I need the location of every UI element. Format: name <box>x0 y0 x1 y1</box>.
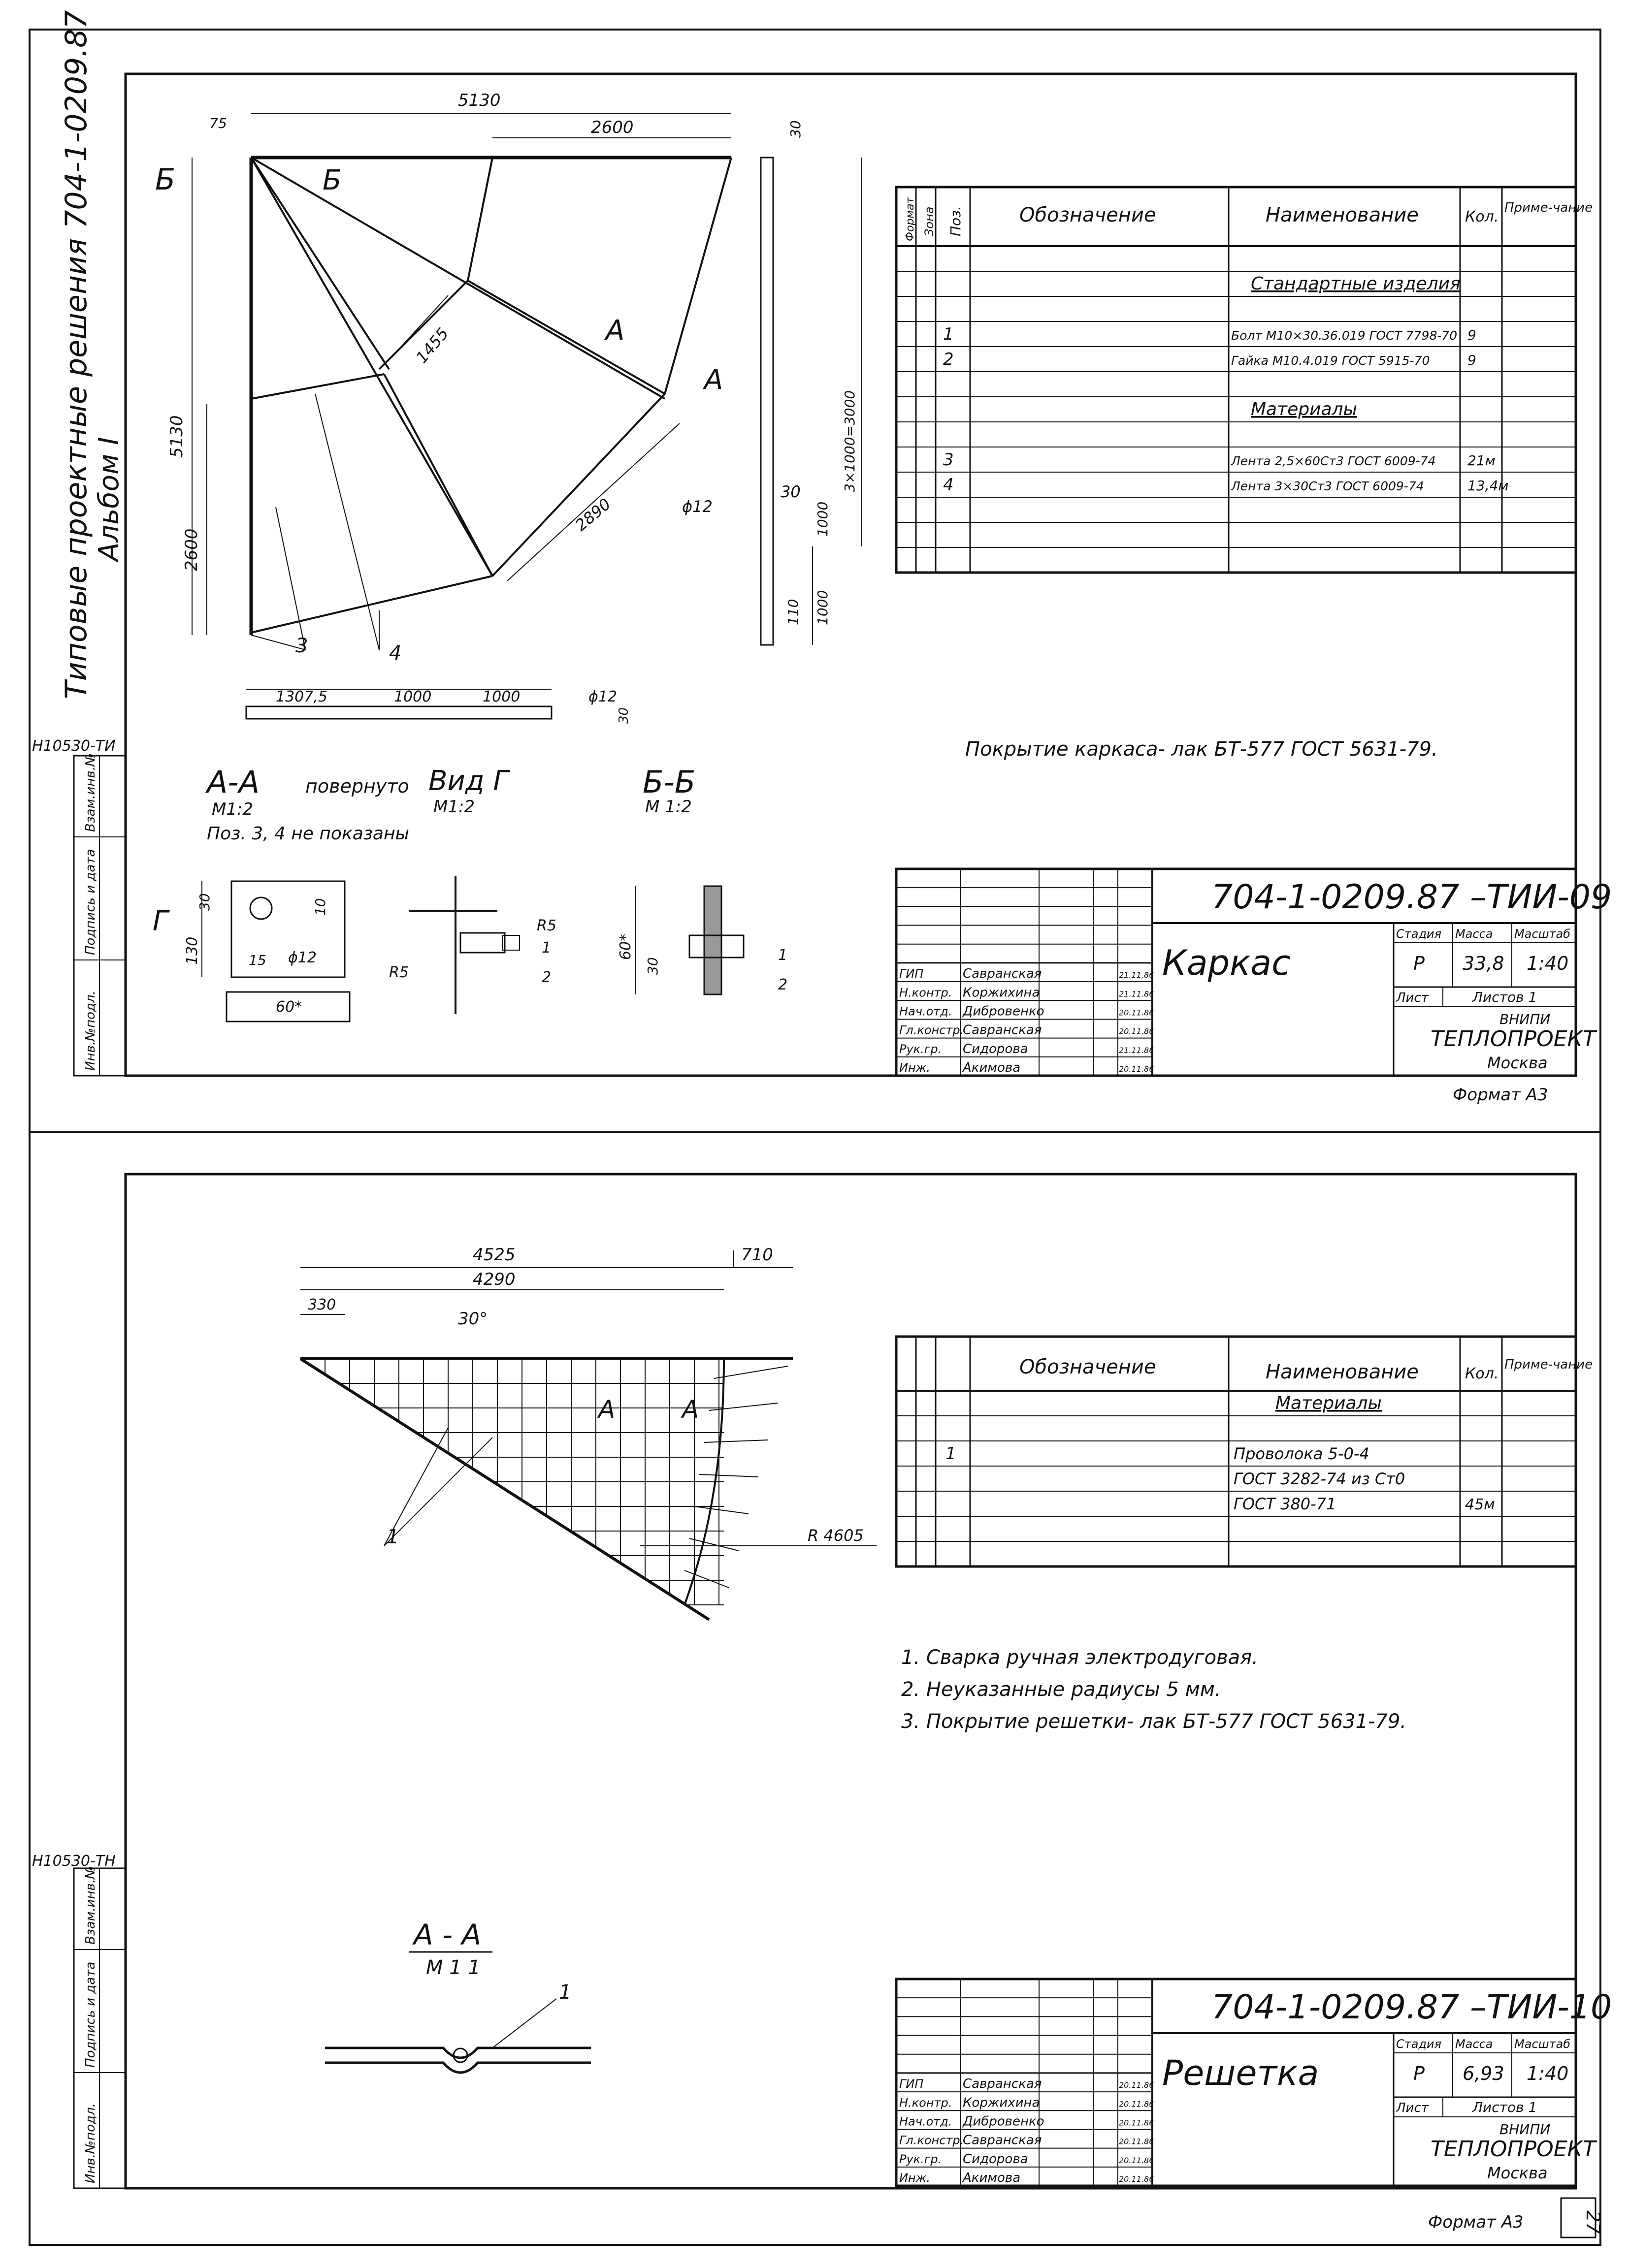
svg-text:Лента 2,5×60Ст3 ГОСТ 6009-74: Лента 2,5×60Ст3 ГОСТ 6009-74 <box>1231 454 1436 468</box>
svg-text:А: А <box>606 315 625 347</box>
svg-text:4525: 4525 <box>473 1245 516 1265</box>
svg-text:3: 3 <box>943 450 954 470</box>
svg-text:13,4м: 13,4м <box>1467 478 1509 494</box>
svg-text:30: 30 <box>787 120 804 138</box>
svg-text:Савранская: Савранская <box>963 2133 1042 2148</box>
album-title: Типовые проектные решения 704-1-0209.87 <box>59 10 94 699</box>
svg-text:Наименование: Наименование <box>1266 1361 1419 1383</box>
svg-text:R5: R5 <box>537 917 556 934</box>
svg-text:2: 2 <box>943 350 954 369</box>
svg-text:Взам.инв.№: Взам.инв.№ <box>83 1866 98 1945</box>
notes-2 <box>901 1646 1406 1733</box>
svg-text:Кол.: Кол. <box>1465 208 1499 225</box>
svg-text:Стадия: Стадия <box>1396 927 1442 941</box>
svg-text:2. Неуказанные радиусы 5 мм.: 2. Неуказанные радиусы 5 мм. <box>901 1678 1221 1701</box>
svg-text:Листов 1: Листов 1 <box>1472 2099 1537 2115</box>
sheet2-frame <box>126 1174 1576 2188</box>
svg-text:4: 4 <box>389 642 402 665</box>
svg-text:704-1-0209.87 –ТИИ-09: 704-1-0209.87 –ТИИ-09 <box>1211 878 1612 917</box>
svg-text:Формат: Формат <box>904 197 916 241</box>
svg-text:20.11.86: 20.11.86 <box>1119 2118 1154 2128</box>
svg-text:Москва: Москва <box>1487 1054 1548 1072</box>
view-g <box>389 876 556 1014</box>
svg-text:Поз. 3, 4 не показаны: Поз. 3, 4 не показаны <box>207 824 409 844</box>
svg-text:М1:2: М1:2 <box>212 799 254 819</box>
svg-text:Коржихина: Коржихина <box>963 985 1040 1000</box>
svg-text:Инв.№подл.: Инв.№подл. <box>83 2103 98 2183</box>
svg-text:ВНИПИ: ВНИПИ <box>1499 2121 1551 2138</box>
svg-text:21м: 21м <box>1467 452 1496 469</box>
svg-text:1: 1 <box>542 939 552 957</box>
svg-text:ГИП: ГИП <box>899 967 924 981</box>
svg-text:Болт М10×30.36.019 ГОСТ 7798-7: Болт М10×30.36.019 ГОСТ 7798-70 <box>1231 328 1458 343</box>
format-label-1: Формат А3 <box>1453 1085 1548 1105</box>
svg-text:Кол.: Кол. <box>1465 1365 1499 1382</box>
svg-text:30: 30 <box>196 893 213 911</box>
svg-text:ϕ12: ϕ12 <box>588 688 617 705</box>
svg-text:75: 75 <box>209 115 227 131</box>
svg-text:ТЕПЛОПРОЕКТ: ТЕПЛОПРОЕКТ <box>1431 2137 1596 2162</box>
svg-text:ВНИПИ: ВНИПИ <box>1499 1011 1551 1027</box>
svg-text:ϕ12: ϕ12 <box>288 949 317 966</box>
svg-text:Гл.констр.: Гл.констр. <box>899 2133 964 2147</box>
svg-text:Р: Р <box>1413 953 1425 974</box>
svg-text:6,93: 6,93 <box>1463 2063 1504 2084</box>
svg-text:710: 710 <box>741 1245 773 1265</box>
svg-text:Поз.: Поз. <box>947 206 964 236</box>
svg-text:20.11.86: 20.11.86 <box>1119 1064 1154 1074</box>
svg-text:20.11.86: 20.11.86 <box>1119 2080 1154 2090</box>
svg-text:А-А: А-А <box>207 764 260 800</box>
svg-text:Приме-чание: Приме-чание <box>1504 200 1593 215</box>
svg-text:А - А: А - А <box>414 1918 482 1951</box>
inventory-code-2: Н10530-ТН <box>32 1853 116 1870</box>
svg-text:Б-Б: Б-Б <box>643 764 696 800</box>
svg-text:1:40: 1:40 <box>1527 953 1569 974</box>
svg-text:1. Сварка ручная электродугова: 1. Сварка ручная электродуговая. <box>901 1646 1258 1669</box>
grid-dimensions <box>308 1245 864 1548</box>
svg-text:45м: 45м <box>1465 1496 1495 1513</box>
title-block-1 <box>896 869 1612 1076</box>
svg-text:Акимова: Акимова <box>963 1060 1021 1075</box>
svg-text:5130: 5130 <box>167 415 187 458</box>
svg-text:20.11.86: 20.11.86 <box>1119 2099 1154 2109</box>
section-bb-view <box>617 886 787 994</box>
svg-text:ГИП: ГИП <box>899 2077 924 2091</box>
svg-text:Материалы: Материалы <box>1275 1393 1382 1413</box>
svg-text:Стандартные изделия: Стандартные изделия <box>1251 274 1461 294</box>
svg-text:Савранская: Савранская <box>963 966 1042 982</box>
svg-text:Акимова: Акимова <box>963 2171 1021 2185</box>
svg-text:Масса: Масса <box>1455 2037 1493 2051</box>
svg-text:R 4605: R 4605 <box>808 1526 864 1545</box>
svg-text:10: 10 <box>312 898 328 916</box>
section-aa-view <box>184 881 350 1022</box>
svg-text:130: 130 <box>184 936 201 965</box>
sheet1-side-stamp <box>74 753 126 1076</box>
svg-text:704-1-0209.87 –ТИИ-10: 704-1-0209.87 –ТИИ-10 <box>1211 1988 1612 2027</box>
svg-text:2: 2 <box>778 976 788 993</box>
svg-text:2890: 2890 <box>571 494 615 535</box>
svg-text:3. Покрытие решетки- лак БТ-57: 3. Покрытие решетки- лак БТ-577 ГОСТ 5631-79. <box>901 1710 1407 1733</box>
svg-text:Каркас: Каркас <box>1162 943 1291 983</box>
svg-text:Обозначение: Обозначение <box>1019 204 1156 226</box>
svg-text:Сидорова: Сидорова <box>963 2151 1028 2167</box>
svg-text:Рук.гр.: Рук.гр. <box>899 2152 942 2166</box>
svg-text:21.11.86: 21.11.86 <box>1119 970 1154 980</box>
svg-text:Н.контр.: Н.контр. <box>899 986 952 1000</box>
svg-text:30: 30 <box>645 957 661 975</box>
svg-text:Дибровенко: Дибровенко <box>963 1004 1044 1019</box>
svg-text:Дибровенко: Дибровенко <box>963 2114 1044 2129</box>
coating-note-1: Покрытие каркаса- лак БТ-577 ГОСТ 5631-79. <box>965 738 1438 761</box>
svg-text:Масштаб: Масштаб <box>1514 2037 1571 2051</box>
svg-text:Стадия: Стадия <box>1396 2037 1442 2051</box>
svg-text:1: 1 <box>943 324 954 344</box>
svg-text:2600: 2600 <box>182 528 201 571</box>
svg-text:30: 30 <box>781 482 801 501</box>
svg-text:1: 1 <box>387 1526 399 1548</box>
spec-table-2 <box>896 1337 1593 1566</box>
svg-text:Лента 3×30Ст3 ГОСТ 6009-74: Лента 3×30Ст3 ГОСТ 6009-74 <box>1231 479 1424 493</box>
svg-text:1000: 1000 <box>814 501 831 537</box>
svg-text:Савранская: Савранская <box>963 1022 1042 1038</box>
svg-text:Инж.: Инж. <box>899 2171 930 2185</box>
svg-text:А: А <box>598 1395 616 1424</box>
svg-text:1: 1 <box>945 1444 956 1464</box>
svg-text:1455: 1455 <box>412 324 453 367</box>
svg-text:М1:2: М1:2 <box>433 797 475 817</box>
svg-text:М 1:2: М 1:2 <box>645 797 692 817</box>
svg-text:9: 9 <box>1467 327 1476 343</box>
svg-text:Приме-чание: Приме-чание <box>1504 1357 1593 1372</box>
svg-text:2: 2 <box>542 969 552 986</box>
svg-text:Масса: Масса <box>1455 927 1493 941</box>
svg-text:Н.контр.: Н.контр. <box>899 2096 952 2110</box>
svg-text:Подпись и дата: Подпись и дата <box>83 1961 98 2068</box>
svg-text:Решетка: Решетка <box>1162 2053 1319 2093</box>
album-subtitle: Альбом I <box>93 437 125 561</box>
title-block-2 <box>896 1979 1612 2186</box>
svg-text:Гл.констр.: Гл.констр. <box>899 1023 964 1037</box>
svg-text:Материалы: Материалы <box>1251 399 1357 419</box>
svg-text:Инж.: Инж. <box>899 1061 930 1075</box>
svg-text:Г: Г <box>153 905 168 937</box>
svg-text:1:40: 1:40 <box>1527 2063 1569 2084</box>
svg-text:60*: 60* <box>617 933 634 960</box>
svg-text:R5: R5 <box>389 964 409 981</box>
svg-text:1307,5: 1307,5 <box>276 688 327 705</box>
svg-text:Обозначение: Обозначение <box>1019 1356 1156 1378</box>
spec-table-1 <box>896 187 1593 573</box>
svg-text:20.11.86: 20.11.86 <box>1119 1008 1154 1018</box>
svg-text:1000: 1000 <box>394 688 432 705</box>
grid-drawing <box>300 1250 877 1620</box>
svg-text:15: 15 <box>249 952 266 968</box>
svg-text:20.11.86: 20.11.86 <box>1119 2137 1154 2146</box>
svg-text:А: А <box>704 364 723 396</box>
inventory-code: Н10530-ТИ <box>32 737 116 755</box>
svg-text:1000: 1000 <box>483 688 521 705</box>
svg-text:33,8: 33,8 <box>1463 953 1504 974</box>
page-number: 27 <box>1582 2210 1604 2235</box>
svg-text:20.11.86: 20.11.86 <box>1119 2155 1154 2165</box>
svg-text:ϕ12: ϕ12 <box>682 497 713 516</box>
svg-text:Нач.отд.: Нач.отд. <box>899 1004 952 1019</box>
svg-text:А: А <box>682 1395 699 1424</box>
frame-drawing <box>192 113 862 719</box>
svg-text:20.11.86: 20.11.86 <box>1119 2174 1154 2184</box>
svg-text:ГОСТ 3282-74 из Ст0: ГОСТ 3282-74 из Ст0 <box>1234 1469 1405 1488</box>
svg-text:Коржихина: Коржихина <box>963 2095 1040 2110</box>
svg-text:21.11.86: 21.11.86 <box>1119 989 1154 999</box>
svg-text:Зона: Зона <box>922 206 936 236</box>
svg-text:20.11.86: 20.11.86 <box>1119 1026 1154 1036</box>
svg-text:Наименование: Наименование <box>1266 204 1419 226</box>
svg-text:30°: 30° <box>458 1309 488 1329</box>
svg-text:5130: 5130 <box>458 91 501 110</box>
svg-text:110: 110 <box>785 599 801 625</box>
svg-text:Рук.гр.: Рук.гр. <box>899 1042 942 1056</box>
svg-text:Савранская: Савранская <box>963 2076 1042 2092</box>
svg-text:Р: Р <box>1413 2063 1425 2084</box>
svg-text:Москва: Москва <box>1487 2164 1548 2182</box>
svg-text:Сидорова: Сидорова <box>963 1041 1028 1056</box>
svg-text:1: 1 <box>559 1981 572 2004</box>
svg-text:3: 3 <box>295 635 308 657</box>
svg-text:1: 1 <box>778 947 788 964</box>
section-aa-view-2 <box>325 1918 591 2073</box>
format-label-2: Формат А3 <box>1428 2212 1524 2232</box>
svg-text:21.11.86: 21.11.86 <box>1119 1045 1154 1055</box>
svg-text:Лист: Лист <box>1396 2101 1429 2115</box>
svg-text:Масштаб: Масштаб <box>1514 927 1571 941</box>
svg-text:60*: 60* <box>276 998 302 1016</box>
svg-text:Проволока 5-0-4: Проволока 5-0-4 <box>1234 1444 1369 1463</box>
svg-text:повернуто: повернуто <box>305 775 409 797</box>
svg-text:Вид Г: Вид Г <box>428 765 509 797</box>
svg-text:Лист: Лист <box>1396 990 1429 1005</box>
svg-text:Нач.отд.: Нач.отд. <box>899 2114 952 2129</box>
svg-text:2600: 2600 <box>591 118 634 137</box>
svg-text:30: 30 <box>617 707 631 724</box>
svg-text:9: 9 <box>1467 352 1476 368</box>
svg-text:М 1 1: М 1 1 <box>426 1956 481 1979</box>
svg-text:Гайка М10.4.019 ГОСТ 5915-70: Гайка М10.4.019 ГОСТ 5915-70 <box>1231 353 1430 368</box>
svg-text:Листов 1: Листов 1 <box>1472 989 1537 1005</box>
svg-text:Подпись и дата: Подпись и дата <box>83 849 98 955</box>
sheet2-side-stamp <box>74 1866 126 2188</box>
svg-text:330: 330 <box>308 1296 336 1313</box>
svg-text:4: 4 <box>943 475 954 495</box>
svg-text:4290: 4290 <box>473 1270 516 1289</box>
svg-text:1000: 1000 <box>814 590 831 625</box>
svg-text:ТЕПЛОПРОЕКТ: ТЕПЛОПРОЕКТ <box>1431 1026 1596 1052</box>
svg-text:ГОСТ 380-71: ГОСТ 380-71 <box>1234 1495 1336 1513</box>
svg-text:Взам.инв.№: Взам.инв.№ <box>83 753 98 832</box>
svg-text:Инв.№подл.: Инв.№подл. <box>83 990 98 1071</box>
svg-text:Б: Б <box>155 162 176 197</box>
svg-text:Б: Б <box>323 164 342 196</box>
svg-text:3×1000=3000: 3×1000=3000 <box>842 390 858 492</box>
